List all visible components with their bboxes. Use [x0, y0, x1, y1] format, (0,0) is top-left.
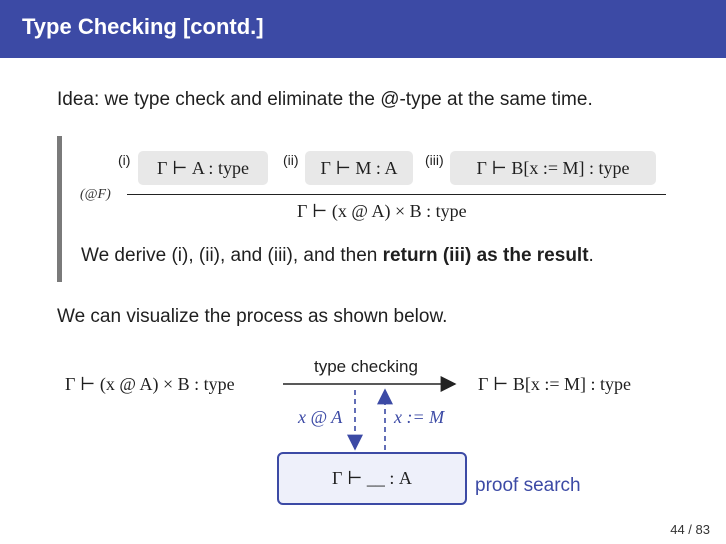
diagram-arrow-label: type checking	[314, 357, 418, 376]
premise-i: Γ ⊢ A : type	[138, 151, 268, 185]
intro-text: Idea: we type check and eliminate the @-type at the same time.	[57, 89, 593, 110]
premise-iii: Γ ⊢ B[x := M] : type	[450, 151, 656, 185]
diagram-left-judgment: Γ ⊢ (x @ A) × B : type	[65, 374, 235, 394]
derive-bold: return (iii) as the result	[382, 245, 589, 266]
proof-search-label: proof search	[475, 475, 581, 496]
rule-name: (@F)	[80, 187, 111, 202]
derive-suffix: .	[588, 245, 594, 266]
visualize-text: We can visualize the process as shown below.	[57, 306, 448, 327]
derive-prefix: We derive (i), (ii), and (iii), and then	[81, 245, 383, 266]
premise-ii: Γ ⊢ M : A	[305, 151, 413, 185]
diagram-down-label: x @ A	[298, 407, 343, 427]
rule-conclusion: Γ ⊢ (x @ A) × B : type	[297, 201, 467, 221]
diagram-right-judgment: Γ ⊢ B[x := M] : type	[478, 374, 632, 394]
premise-label-i: (i)	[118, 152, 131, 168]
premise-label-ii: (ii)	[283, 152, 299, 168]
diagram-up-label: x := M	[394, 407, 445, 427]
proof-search-box: Γ ⊢ __ : A	[277, 452, 467, 505]
slide-title: Type Checking [contd.]	[22, 14, 264, 39]
page-number: 44 / 83	[670, 522, 710, 537]
premise-label-iii: (iii)	[425, 152, 444, 168]
